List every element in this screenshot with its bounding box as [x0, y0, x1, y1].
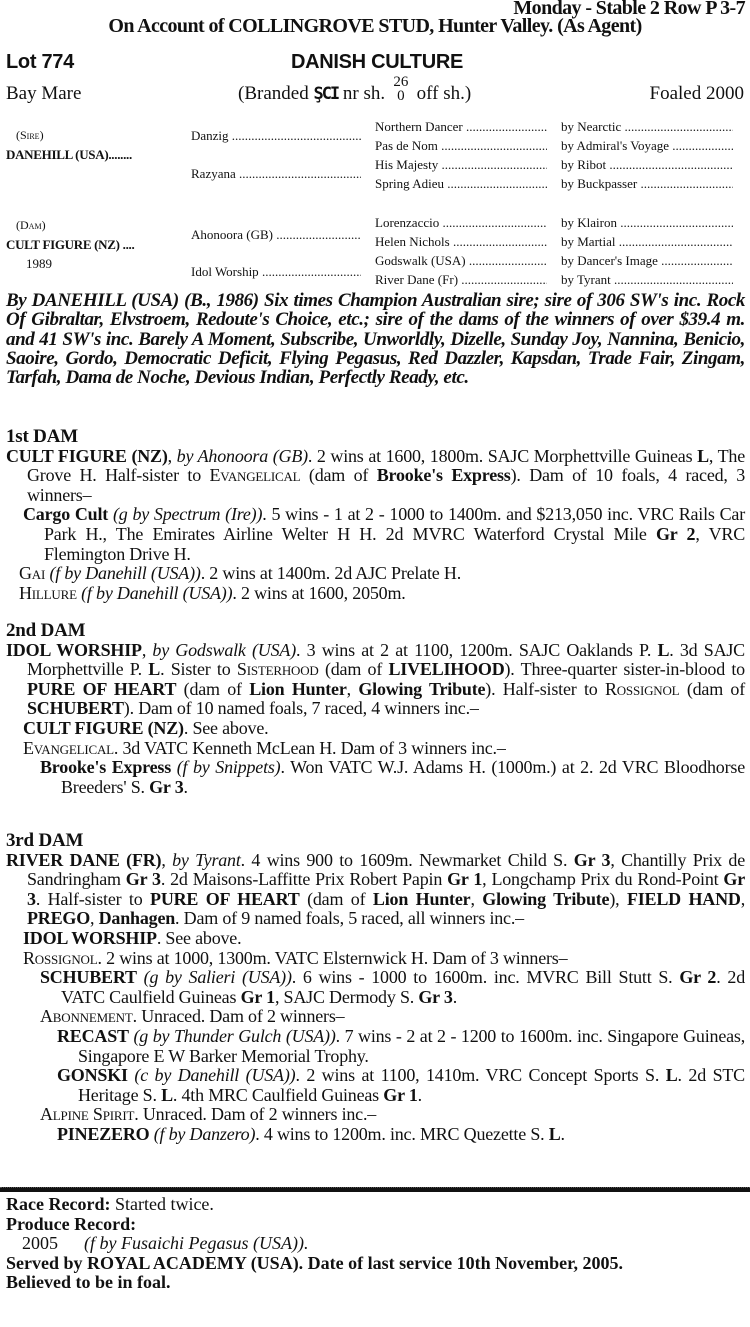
text: (dam of [176, 678, 250, 699]
horse-name: Glowing Tribute [482, 888, 610, 909]
horse-name: Rossignol [23, 947, 98, 968]
section-divider [0, 1187, 750, 1192]
text: . 3d SAJC Morphettville P. [27, 639, 745, 680]
dam-label-text: Dam [20, 218, 42, 232]
text: (dam of [299, 888, 373, 909]
sire-ref: (c by Danehill (USA)) [134, 1065, 296, 1086]
text: , [346, 678, 359, 699]
horse-name: Rossignol [604, 678, 680, 699]
ds-sire [375, 213, 547, 232]
text: . [452, 986, 458, 1007]
text: (dam of [679, 678, 745, 699]
horse-name: Evangelical [209, 465, 301, 486]
text: ). Dam of 10 foals, 4 raced, 3 winners– [27, 465, 746, 505]
text: , SAJC Dermody S. [274, 986, 419, 1007]
horse-name: CULT FIGURE (NZ) [6, 445, 168, 466]
sire-label-text: Sire [20, 128, 40, 142]
race-record [6, 1195, 750, 1215]
horse-name: RIVER DANE (FR) [6, 849, 162, 870]
ancestor-sire: by Dancer's Image [561, 253, 658, 268]
brand-prefix: (Branded [238, 83, 309, 104]
text: . [183, 776, 188, 797]
text: . Unraced. Dam of 2 winners inc.– [134, 1104, 377, 1125]
sire-ref: (f by Danehill (USA)) [81, 582, 233, 603]
text: . 3 wins at 2 at 1100, 1200m. SAJC Oaklands P. [296, 639, 658, 660]
text: . 2 wins at 1100, 1410m. VRC Concept Sports S. [295, 1065, 666, 1086]
ancestor-name: Helen Nichols [375, 234, 450, 249]
text: , The Grove H. Half-sister to [27, 445, 745, 486]
sire-dam [191, 164, 361, 183]
text: . 4th MRC Caulfield Guineas [172, 1084, 384, 1105]
horse-name: CULT FIGURE (NZ) [23, 717, 184, 738]
dd-sire-by [561, 251, 733, 270]
second-dam-section [6, 621, 745, 797]
text: . [417, 1084, 422, 1105]
text: . 2d Maisons-Laffitte Prix Robert Papin [160, 869, 448, 890]
progeny-rossignol [6, 949, 745, 969]
records-section [6, 1195, 750, 1293]
text: , [90, 908, 99, 929]
progeny-alpine-spirit [6, 1105, 745, 1125]
foaled-year: Foaled 2000 [649, 83, 744, 104]
ancestor-sire: by Nearctic [561, 119, 622, 134]
session-location: Monday - Stable 2 Row P 3-7 [513, 0, 745, 19]
progeny-hillure [6, 584, 745, 604]
third-dam-entry: RIVER DANE (FR), by Tyrant. 4 wins 900 to 1609m. Newmarket Child S. Gr 3, Chantilly Prix de Sandringham Gr 3. 2d Maisons-Laffitte Prix Robert Papin Gr 1, Longchamp Prix du Rond-Point Gr 3. Half-sister to PURE OF HEART (dam of Lion Hunter, Glowing Tribute), FIELD HAND, PREGO, Danhagen. Dam of 9 named foals, 5 raced, all winners inc.– [6, 849, 746, 929]
sire-ref: (g by Spectrum (Ire)) [112, 504, 263, 525]
progeny-gonski [6, 1066, 745, 1105]
ancestor-sire: by Martial [561, 234, 616, 249]
sire-ref: (f by Danzero) [153, 1123, 256, 1144]
dam-year: 1989 [26, 256, 52, 271]
served-by: Served by ROYAL ACADEMY (USA). Date of last service 10th November, 2005. [6, 1252, 623, 1273]
first-dam-heading: 1st DAM [6, 426, 78, 447]
group-badge: Gr 1 [447, 869, 483, 890]
dam-label-cell [6, 216, 134, 273]
horse-name: Danhagen [98, 908, 176, 929]
sire-dam-text: Razyana [191, 166, 236, 181]
text: . Unraced. Dam of 2 winners– [132, 1006, 345, 1027]
ancestor-sire: by Klairon [561, 215, 617, 230]
ss-sire-by [561, 117, 733, 136]
horse-name: IDOL WORSHIP [23, 927, 157, 948]
sire-name: DANEHILL (USA)........ [6, 147, 132, 162]
text: . 7 wins - 2 at 2 - 1200 to 1600m. inc. Singapore Guineas, Singapore E W Barker Memorial Trophy. [78, 1025, 745, 1066]
sire-summary: By DANEHILL (USA) (B., 1986) Six times Champion Australian sire; sire of 306 SW's inc. Rock Of Gibraltar, Elvstroem, Redoute's Choice, etc.; sire of the dams of the winners of over $39.4 m. and 41 SW's inc. Barely A Moment, Subscribe, Unworldly, Dizelle, Sunday Joy, Nannina, Benicio, Saoire, Gordo, Democratic Deficit, Flying Pegasus, Red Dazzler, Kapsdan, Trade Fair, Zingam, Tarfah, Dama de Noche, Devious Indian, Perfectly Ready, etc. [6, 290, 745, 389]
text: . See above. [183, 717, 269, 738]
group-badge: Gr 2 [656, 523, 696, 544]
text: ). Half-sister to [485, 678, 605, 699]
dam-sire-text: Ahonoora (GB) [191, 227, 273, 242]
paren: ) [39, 128, 44, 142]
first-dam-section [6, 427, 745, 603]
paren: ( [16, 128, 20, 142]
paren: ) [41, 218, 46, 232]
text: , Chantilly Prix de Sandringham [27, 849, 746, 890]
ancestor-name: River Dane (Fr) [375, 272, 459, 287]
text: . 2 wins at 1000, 1300m. VATC Elsternwick H. Dam of 3 winners– [97, 947, 568, 968]
sire-label-cell [6, 126, 132, 164]
brand-off-shoulder: off sh.) [416, 83, 472, 104]
ds-dam [375, 232, 547, 251]
dd-dam [375, 270, 547, 289]
text: . 2 wins at 1600, 1800m. SAJC Morphettville Guineas [307, 445, 698, 466]
horse-name: Glowing Tribute [358, 678, 486, 699]
brand-mark-icon: ŞCI [313, 84, 339, 104]
progeny-cult-figure [6, 719, 745, 739]
produce-record-label: Produce Record: [6, 1213, 137, 1234]
dd-sire [375, 251, 547, 270]
horse-name: SCHUBERT [40, 967, 137, 988]
horse-name: LIVELIHOOD [388, 659, 505, 680]
sire-ref: by Tyrant [172, 849, 241, 870]
horse-name: Hillure [19, 582, 77, 603]
brand-number-bottom: 0 [397, 88, 405, 104]
text: , [740, 888, 745, 909]
text: . 2 wins at 1400m. 2d AJC Prelate H. [200, 563, 461, 584]
dam-name: CULT FIGURE (NZ) .... [6, 237, 135, 252]
group-badge: Gr 3 [27, 869, 745, 909]
brand-number [390, 74, 412, 104]
ss-dam-by [561, 136, 733, 155]
group-badge: Gr 3 [418, 986, 453, 1007]
sire-ref: by Godswalk (USA) [152, 639, 296, 660]
brand-number-top: 26 [393, 74, 409, 90]
sire-ref: (f by Snippets) [176, 757, 281, 778]
text: . Won VATC W.J. Adams H. (1000m.) at 2. 2d VRC Bloodhorse Breeders' S. [61, 757, 745, 797]
group-badge: Gr 1 [383, 1084, 418, 1105]
race-record-value: Started twice. [110, 1194, 214, 1214]
progeny-schubert [6, 968, 745, 1007]
brand-description [238, 74, 472, 105]
ss-sire [375, 117, 547, 136]
horse-name: SCHUBERT [27, 698, 124, 719]
sire-label [6, 126, 132, 145]
progeny-brookes-express [6, 758, 745, 797]
text: , VRC Flemington Drive H. [44, 523, 745, 564]
horse-name: Alpine Spirit [40, 1104, 135, 1125]
paren: ( [16, 218, 20, 232]
group-badge: Gr 2 [679, 967, 717, 988]
horse-name: Brooke's Express [40, 757, 172, 778]
horse-name [0, 51, 750, 74]
sire-sire [191, 126, 361, 145]
progeny-gai [6, 564, 745, 584]
dam-label [6, 216, 134, 235]
second-dam-entry: IDOL WORSHIP, by Godswalk (USA). 3 wins at 2 at 1100, 1200m. SAJC Oaklands P. L. 3d SAJC Morphettville P. L. Sister to Sisterhood (dam of LIVELIHOOD). Three-quarter sister-in-blood to PURE OF HEART (dam of Lion Hunter, Glowing Tribute). Half-sister to Rossignol (dam of SCHUBERT). Dam of 10 named foals, 7 raced, 4 winners inc.– [6, 639, 745, 719]
horse-name-text: DANISH CULTURE [290, 51, 464, 73]
color-sex: Bay Mare [6, 83, 82, 104]
sire-sire-text: Danzig [191, 128, 229, 143]
text: . 5 wins - 1 at 2 - 1000 to 1400m. and $213,050 inc. VRC Rails Car Park H., The Emirates Airline Welter H H. 2d MVRC Waterford Crystal Mile [44, 504, 745, 544]
ancestor-sire: by Buckpasser [561, 176, 638, 191]
text: . Sister to [160, 659, 237, 680]
listed-badge: L [657, 639, 670, 660]
horse-name: Evangelical [23, 737, 114, 758]
dam-dam [191, 262, 361, 281]
listed-badge: L [548, 1123, 561, 1144]
ds-sire-by [561, 213, 733, 232]
horse-name: PURE OF HEART [150, 888, 300, 909]
text: ), [609, 888, 627, 909]
horse-name: Lion Hunter [249, 678, 347, 699]
dd-dam-by [561, 270, 733, 289]
first-dam-entry: CULT FIGURE (NZ), by Ahonoora (GB). 2 wins at 1600, 1800m. SAJC Morphettville Guineas L, The Grove H. Half-sister to Evangelical (dam of Brooke's Express). Dam of 10 foals, 4 raced, 3 winners– [6, 445, 746, 505]
sd-dam-by [561, 174, 733, 193]
horse-name: PREGO [27, 908, 91, 929]
progeny-evangelical [6, 739, 745, 759]
ancestor-sire: by Ribot [561, 157, 607, 172]
produce-details: (f by Fusaichi Pegasus (USA)). [84, 1233, 309, 1254]
listed-badge: L [697, 445, 709, 466]
text: . [560, 1123, 565, 1144]
text: . 4 wins 900 to 1609m. Newmarket Child S. [240, 849, 574, 870]
text: , [470, 888, 483, 909]
ancestor-name: Spring Adieu [375, 176, 444, 191]
text: , Longchamp Prix du Rond-Point [482, 869, 724, 890]
progeny-abonnement [6, 1007, 745, 1027]
horse-name: RECAST [57, 1025, 129, 1046]
ancestor-name: His Majesty [375, 157, 439, 172]
text: . 2d STC Heritage S. [78, 1065, 745, 1105]
sd-dam [375, 174, 547, 193]
horse-name: FIELD HAND [626, 888, 741, 909]
horse-name: Sisterhood [236, 659, 319, 680]
horse-name: Gai [19, 563, 46, 584]
horse-name: PURE OF HEART [27, 678, 177, 699]
sire-ref: by Ahonoora (GB) [176, 445, 308, 466]
listed-badge: L [665, 1065, 678, 1086]
sd-sire [375, 155, 547, 174]
ancestor-name: Lorenzaccio [375, 215, 440, 230]
horse-name: GONSKI [57, 1065, 128, 1086]
text: . See above. [156, 927, 242, 948]
third-dam-heading: 3rd DAM [6, 830, 84, 851]
horse-name: Brooke's Express [376, 465, 511, 486]
horse-name: PINEZERO [57, 1123, 150, 1144]
text: ). Dam of 10 named foals, 7 raced, 4 winners inc.– [123, 698, 479, 719]
sire-ref: (g by Thunder Gulch (USA)) [133, 1025, 336, 1046]
text: . 6 wins - 1000 to 1600m. inc. MVRC Bill Stutt S. [291, 967, 680, 988]
produce-year: 2005 [22, 1233, 58, 1254]
ds-dam-by [561, 232, 733, 251]
ss-dam [375, 136, 547, 155]
text: . 2 wins at 1600, 2050m. [232, 582, 406, 603]
horse-name: Cargo Cult [23, 504, 109, 525]
horse-name: IDOL WORSHIP [6, 639, 142, 660]
text: ). Three-quarter sister-in-blood to [504, 659, 745, 680]
horse-name: Abonnement [40, 1006, 133, 1027]
progeny-pinezero [6, 1125, 745, 1145]
group-badge: Gr 3 [125, 869, 161, 890]
listed-badge: L [148, 659, 161, 680]
ancestor-sire: by Admiral's Voyage [561, 138, 670, 153]
progeny-recast [6, 1027, 745, 1066]
sire-ref: (f by Danehill (USA)) [49, 563, 201, 584]
dam-sire [191, 225, 361, 244]
text: . Half-sister to [35, 888, 151, 909]
text: . Dam of 9 named foals, 5 raced, all winners inc.– [175, 908, 524, 929]
group-badge: Gr 1 [240, 986, 275, 1007]
ancestor-name: Northern Dancer [375, 119, 463, 134]
ancestor-sire: by Tyrant [561, 272, 611, 287]
text: . 2d VATC Caulfield Guineas [61, 967, 745, 1007]
group-badge: Gr 3 [573, 849, 611, 870]
produce-record-heading [6, 1215, 750, 1235]
progeny-idol-worship [6, 929, 745, 949]
text: (dam of [318, 659, 389, 680]
dam-dam-text: Idol Worship [191, 264, 259, 279]
ancestor-name: Pas de Nom [375, 138, 438, 153]
brand-near-shoulder: nr sh. [342, 83, 386, 104]
produce-record-row [6, 1234, 750, 1254]
horse-name: Lion Hunter [372, 888, 471, 909]
third-dam-section [6, 831, 745, 1145]
second-dam-heading: 2nd DAM [6, 620, 86, 641]
sd-sire-by [561, 155, 733, 174]
progeny-cargo-cult [6, 505, 745, 564]
listed-badge: L [161, 1084, 173, 1105]
sire-ref: (g by Salieri (USA)) [143, 967, 292, 988]
text: . 3d VATC Kenneth McLean H. Dam of 3 winners inc.– [113, 737, 506, 758]
text: . 4 wins to 1200m. inc. MRC Quezette S. [255, 1123, 549, 1144]
ancestor-name: Godswalk (USA) [375, 253, 466, 268]
in-foal-status: Believed to be in foal. [6, 1272, 171, 1293]
group-badge: Gr 3 [149, 776, 184, 797]
text: (dam of [300, 465, 377, 486]
race-record-label: Race Record: [6, 1194, 111, 1214]
lot-number: Lot 774 [6, 51, 74, 73]
vendor-line: On Account of COLLINGROVE STUD, Hunter Valley. (As Agent) [108, 15, 642, 37]
